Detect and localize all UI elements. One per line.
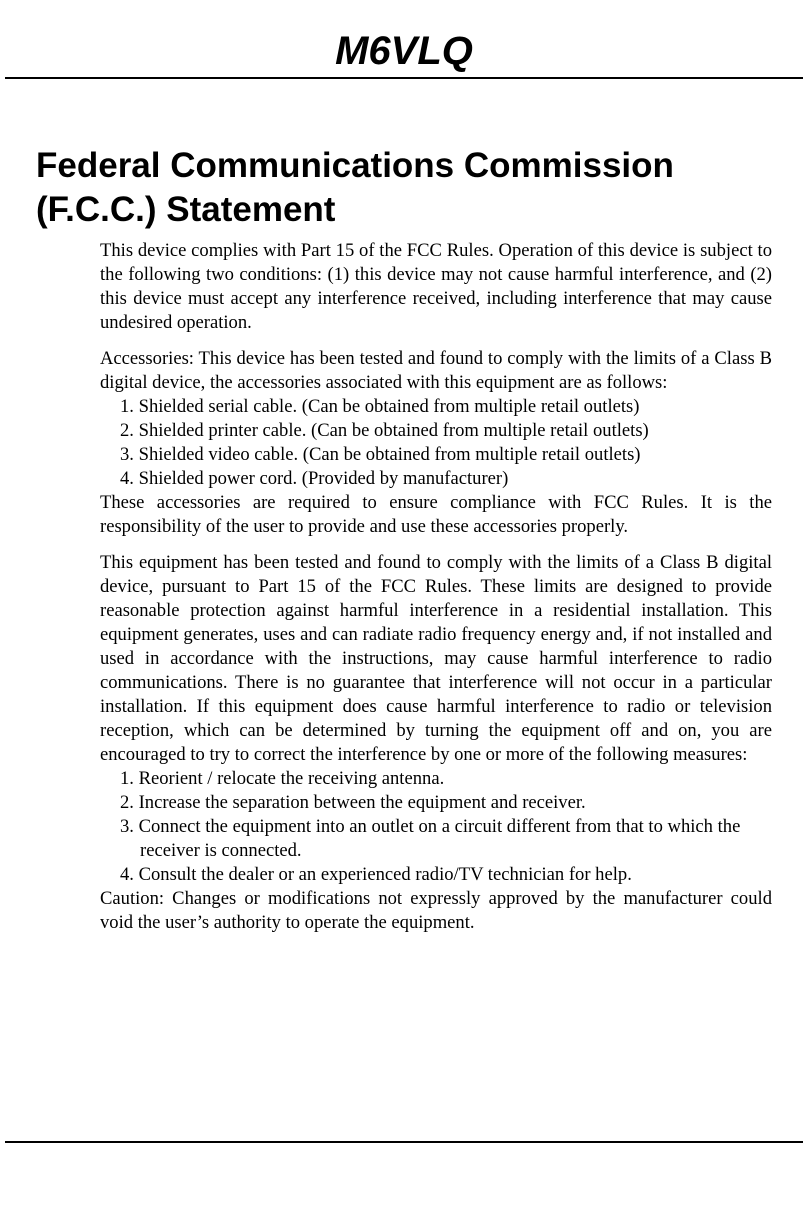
list-item	[100, 815, 772, 863]
list-item	[100, 767, 772, 791]
list-item	[100, 395, 772, 419]
section-heading	[36, 144, 796, 232]
list-item-number: 3.	[120, 444, 134, 465]
list-item	[100, 863, 772, 887]
header-divider	[5, 77, 803, 79]
accessories-list	[100, 395, 772, 491]
list-item-number: 4.	[120, 468, 134, 489]
list-item-text: Consult the dealer or an experienced radio/TV technician for help.	[138, 864, 632, 885]
list-item-text: Connect the equipment into an outlet on a circuit different from that to which the receiver is connected.	[138, 816, 741, 861]
list-item-text: Increase the separation between the equipment and receiver.	[138, 792, 586, 813]
list-item-text: Shielded serial cable. (Can be obtained from multiple retail outlets)	[138, 396, 640, 417]
list-item-text: Shielded video cable. (Can be obtained from multiple retail outlets)	[138, 444, 641, 465]
accessories-intro-paragraph: Accessories: This device has been tested and found to comply with the limits of a Class B digital device, the accessories associated with this equipment are as follows:	[100, 348, 772, 393]
list-item-number: 4.	[120, 864, 134, 885]
list-item	[100, 419, 772, 443]
compliance-paragraph: This device complies with Part 15 of the FCC Rules. Operation of this device is subject to the following two conditions: (1) this device may not cause harmful interference, and (2) this device must accept any interference received, including interference that may cause undesired operation.	[100, 240, 772, 333]
list-item-number: 1.	[120, 396, 134, 417]
footer-divider	[5, 1141, 803, 1143]
list-item-text: Shielded printer cable. (Can be obtained from multiple retail outlets)	[138, 420, 649, 441]
list-item-text: Reorient / relocate the receiving antenna.	[138, 768, 445, 789]
page-header-title: M6VLQ	[335, 29, 473, 73]
list-item	[100, 791, 772, 815]
accessories-responsibility-paragraph: These accessories are required to ensure compliance with FCC Rules. It is the responsibility of the user to provide and use these accessories properly.	[100, 492, 772, 537]
list-item-number: 1.	[120, 768, 134, 789]
caution-paragraph: Caution: Changes or modifications not expressly approved by the manufacturer could void the user’s authority to operate the equipment.	[100, 888, 772, 933]
section-heading-line-1: Federal Communications Commission	[36, 146, 674, 185]
list-item-number: 3.	[120, 816, 134, 837]
list-item	[100, 467, 772, 491]
measures-list	[100, 767, 772, 887]
section-heading-line-2: (F.C.C.) Statement	[36, 190, 336, 229]
statement-body	[100, 239, 772, 935]
list-item-number: 2.	[120, 420, 134, 441]
list-item	[100, 443, 772, 467]
class-b-limits-paragraph: This equipment has been tested and found to comply with the limits of a Class B digital device, pursuant to Part 15 of the FCC Rules. These limits are designed to provide reasonable protection against harmful interference in a residential installation. This equipment generates, uses and can radiate radio frequency energy and, if not installed and used in accordance with the instructions, may cause harmful interference to radio communications. There is no guarantee that interference will not occur in a particular installation. If this equipment does cause harmful interference to radio or television reception, which can be determined by turning the equipment off and on, you are encouraged to try to correct the interference by one or more of the following measures:	[100, 552, 772, 765]
list-item-text: Shielded power cord. (Provided by manufacturer)	[138, 468, 509, 489]
list-item-number: 2.	[120, 792, 134, 813]
